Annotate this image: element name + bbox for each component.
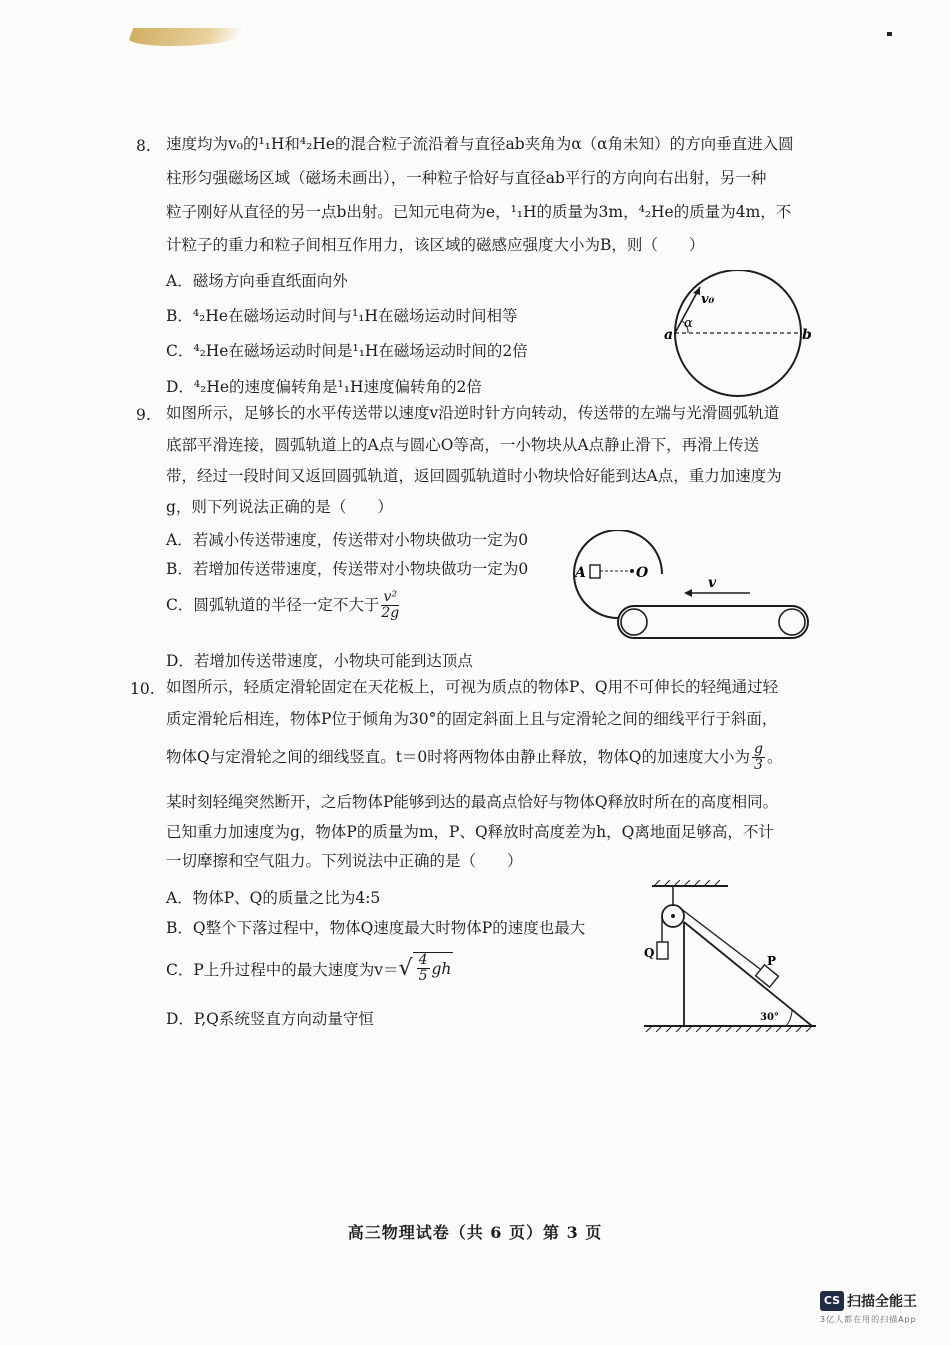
watermark-name: 扫描全能王 <box>847 1293 917 1310</box>
conveyor-figure <box>570 530 815 645</box>
square-root <box>399 952 454 985</box>
question-line: 某时刻轻绳突然断开，之后物体P能够到达的最高点恰好与物体Q释放时所在的高度相同。 <box>166 793 779 811</box>
corner-mark <box>887 32 892 36</box>
option-c <box>166 590 401 622</box>
fraction <box>381 590 399 622</box>
option-a: A．磁场方向垂直纸面向外 <box>166 272 348 290</box>
option-c-text: C．P上升过程中的最大速度为v＝ <box>166 960 399 979</box>
option-c <box>166 952 453 985</box>
radicand-text: gh <box>431 959 452 978</box>
paper-stain <box>127 28 244 46</box>
page-footer: 高三物理试卷（共 6 页）第 3 页 <box>347 1223 603 1242</box>
incline-slope <box>684 922 812 1026</box>
rope-p <box>680 908 760 969</box>
question-number: 9. <box>136 406 151 424</box>
option-a: A．物体P、Q的质量之比为4:5 <box>166 889 381 907</box>
arrow-head <box>684 589 692 597</box>
option-b: B．若增加传送带速度，传送带对小物块做功一定为0 <box>166 560 529 578</box>
pulley-axle <box>671 914 675 918</box>
question-line: 计粒子的重力和粒子间相互作用力，该区域的磁感应强度大小为B，则（ ） <box>166 236 705 254</box>
fraction <box>752 742 765 774</box>
radical-sign: √ <box>398 955 413 981</box>
label-q: Q <box>644 946 655 960</box>
angle-arc <box>786 1010 792 1026</box>
scanner-watermark <box>820 1290 917 1325</box>
label-o: O <box>636 565 649 581</box>
option-c-text: C．圆弧轨道的半径一定不大于 <box>166 595 380 614</box>
option-c: C．⁴₂He在磁场运动时间是¹₁H在磁场运动时间的2倍 <box>166 342 528 360</box>
label-alpha: α <box>684 316 693 331</box>
watermark-tagline: 3亿人都在用的扫描App <box>820 1314 917 1324</box>
label-b: b <box>802 327 812 343</box>
question-line: 柱形匀强磁场区域（磁场未画出），一种粒子恰好与直径ab平行的方向向右出射，另一种 <box>166 169 767 187</box>
label-a: a <box>664 327 674 343</box>
question-line: 如图所示，足够长的水平传送带以速度v沿逆时针方向转动，传送带的左端与光滑圆弧轨道 <box>166 404 780 422</box>
label-v0: v₀ <box>701 292 715 307</box>
fraction-numerator: g <box>754 741 763 757</box>
fraction-numerator: 4 <box>418 952 428 968</box>
label-a: A <box>575 565 586 581</box>
question-number: 10. <box>130 680 155 698</box>
question-line: 质定滑轮后相连，物体P位于倾角为30°的固定斜面上且与定滑轮之间的细线平行于斜面， <box>166 710 778 728</box>
question-line: 粒子刚好从直径的另一点b出射。已知元电荷为e，¹₁H的质量为3m，⁴₂He的质量为4m，不 <box>166 203 792 221</box>
question-line: 速度均为v₀的¹₁H和⁴₂He的混合粒子流沿着与直径ab夹角为α（α角未知）的方向垂直进入圆 <box>166 135 794 153</box>
option-d: D．⁴₂He的速度偏转角是¹₁H速度偏转角的2倍 <box>166 378 482 396</box>
right-roller <box>779 609 805 635</box>
label-angle: 30° <box>760 1012 779 1023</box>
left-roller <box>621 609 647 635</box>
magnetic-field-figure <box>655 270 820 400</box>
option-a: A．若减小传送带速度，传送带对小物块做功一定为0 <box>166 531 529 549</box>
fraction <box>417 953 430 985</box>
question-text: 。 <box>766 747 783 766</box>
fraction-denominator: 2g <box>381 605 400 622</box>
cs-logo-icon: CS <box>820 1291 844 1311</box>
block <box>590 565 600 578</box>
circular-track <box>574 530 662 618</box>
question-line: 带，经过一段时间又返回圆弧轨道，返回圆弧轨道时小物块恰好能到达A点，重力加速度为 <box>166 467 782 485</box>
option-d: D．P,Q系统竖直方向动量守恒 <box>166 1010 374 1028</box>
question-line <box>166 742 783 774</box>
question-number: 8. <box>136 137 151 155</box>
fraction-numerator: v² <box>381 590 399 606</box>
fraction-denominator: 3 <box>754 757 763 774</box>
question-line: 底部平滑连接，圆弧轨道上的A点与圆心O等高，一小物块从A点静止滑下，再滑上传送 <box>166 436 760 454</box>
question-line: g，则下列说法正确的是（ ） <box>166 498 393 516</box>
block-q <box>657 942 668 959</box>
question-line: 如图所示，轻质定滑轮固定在天花板上，可视为质点的物体P、Q用不可伸长的轻绳通过轻 <box>166 678 779 696</box>
fraction-denominator: 5 <box>418 968 428 985</box>
question-line: 已知重力加速度为g，物体P的质量为m，P、Q释放时高度差为h，Q离地面足够高，不计 <box>166 823 774 841</box>
label-p: P <box>767 954 777 968</box>
label-v: v <box>708 575 717 591</box>
question-line: 一切摩擦和空气阻力。下列说法中正确的是（ ） <box>166 852 523 870</box>
option-b: B．⁴₂He在磁场运动时间与¹₁H在磁场运动时间相等 <box>166 307 518 325</box>
question-text: 物体Q与定滑轮之间的细线竖直。t＝0时将两物体由静止释放，物体Q的加速度大小为 <box>166 747 751 766</box>
pulley-incline-figure <box>640 878 820 1033</box>
option-b: B．Q整个下落过程中，物体Q速度最大时物体P的速度也最大 <box>166 919 586 937</box>
center-o <box>630 569 634 573</box>
option-d: D．若增加传送带速度，小物块可能到达顶点 <box>166 652 473 670</box>
